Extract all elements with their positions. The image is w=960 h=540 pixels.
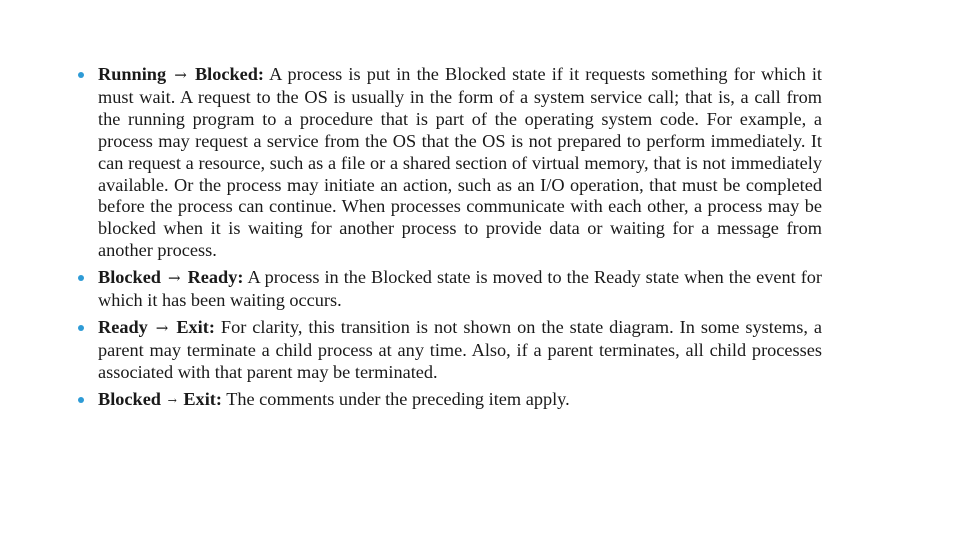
transition-to: Ready: [187, 267, 244, 288]
arrow-icon: → [167, 393, 177, 407]
transition-to: Blocked: [194, 64, 265, 84]
item-text: For clarity, this transition is not shown on the state diagram. In some systems, a parent may terminate a child process at any time. Also, if a parent terminates, all child processes associated with that parent may be terminated. [98, 316, 822, 382]
transition-from: Ready [98, 316, 148, 337]
list-item-blocked-exit [76, 389, 822, 412]
bullet-icon [78, 325, 84, 331]
transition-from: Running [98, 64, 167, 84]
arrow-icon: → [174, 66, 187, 84]
transition-from: Blocked [98, 267, 161, 288]
bullet-icon [78, 397, 84, 403]
list-item-blocked-ready [76, 267, 822, 312]
item-text: The comments under the preceding item apply. [221, 388, 570, 409]
arrow-icon: → [155, 318, 169, 337]
arrow-icon: → [168, 269, 181, 288]
transition-to: Exit: [183, 388, 222, 409]
bullet-icon [78, 72, 84, 78]
item-text: A process in the Blocked state is moved to the Ready state when the event for which it has been waiting occurs. [98, 267, 823, 311]
bullet-icon [78, 275, 84, 281]
list-item-running-blocked [76, 64, 822, 262]
item-text: A process is put in the Blocked state if it requests something for which it must wait. A request to the OS is usually in the form of a system service call; that is, a call from the running program to a procedure that is part of the operating system code. For example, a process may request a service from the OS that the OS is not prepared to perform immediately. It can request a resource, such as a file or a shared section of virtual memory, that is not immediately available. Or the process may initiate an action, such as an I/O operation, that must be completed before the process can continue. When processes communicate with each other, a process may be blocked when it is waiting for another process to provide data or waiting for a message from another process. [98, 64, 823, 261]
list-item-ready-exit [76, 317, 822, 384]
transition-list [76, 64, 822, 417]
transition-from: Blocked [98, 388, 161, 409]
transition-to: Exit: [176, 316, 215, 337]
